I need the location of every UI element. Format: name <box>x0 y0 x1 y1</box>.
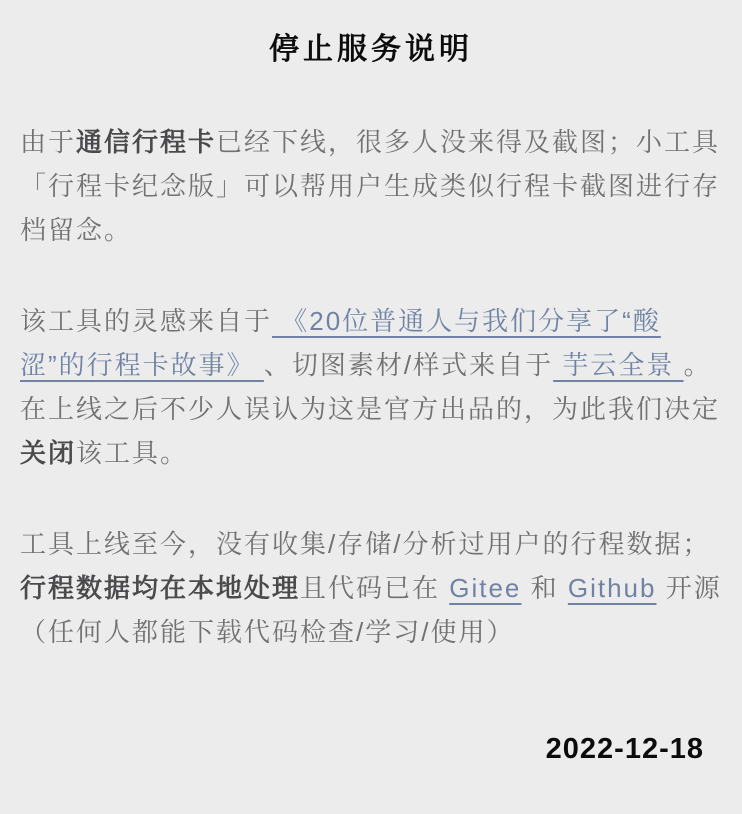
notice-paragraph <box>20 299 722 475</box>
panorama-source-link[interactable]: 芋云全景 <box>553 350 684 380</box>
text-segment: 、切图素材/样式来自于 <box>263 350 554 380</box>
page-title: 停止服务说明 <box>269 33 473 66</box>
gitee-link[interactable]: Gitee <box>449 573 522 603</box>
text-segment: 该工具。 <box>76 438 189 468</box>
text-segment: 工具上线至今，没有收集/存储/分析过用户的行程数据； <box>20 529 711 559</box>
notice-paragraph <box>20 522 722 654</box>
bold-local-processing: 行程数据均在本地处理 <box>20 573 301 603</box>
notice-body <box>20 120 722 654</box>
text-segment: 和 <box>521 573 568 603</box>
github-link[interactable]: Github <box>567 573 657 603</box>
bold-communication-itinerary-card: 通信行程卡 <box>76 127 217 157</box>
text-segment: 已经下线，很多人没来得及截图；小工具「行程卡纪念版」可以帮用户生成类似行程卡截图进行存档留念。 <box>20 127 721 245</box>
notice-paragraph <box>20 120 722 252</box>
notice-date: 2022-12-18 <box>545 733 704 765</box>
text-segment: 。在上线之后不少人误认为这是官方出品的，为此我们决定 <box>20 350 721 424</box>
article-story-link[interactable]: 《20位普通人与我们分享了“酸涩”的行程卡故事》 <box>20 306 661 380</box>
text-segment: 且代码已在 <box>300 573 450 603</box>
bold-close: 关闭 <box>20 438 77 468</box>
text-segment: 由于 <box>20 127 77 157</box>
text-segment: 开源（任何人都能下载代码检查/学习/使用） <box>20 573 722 647</box>
text-segment: 该工具的灵感来自于 <box>20 306 273 336</box>
